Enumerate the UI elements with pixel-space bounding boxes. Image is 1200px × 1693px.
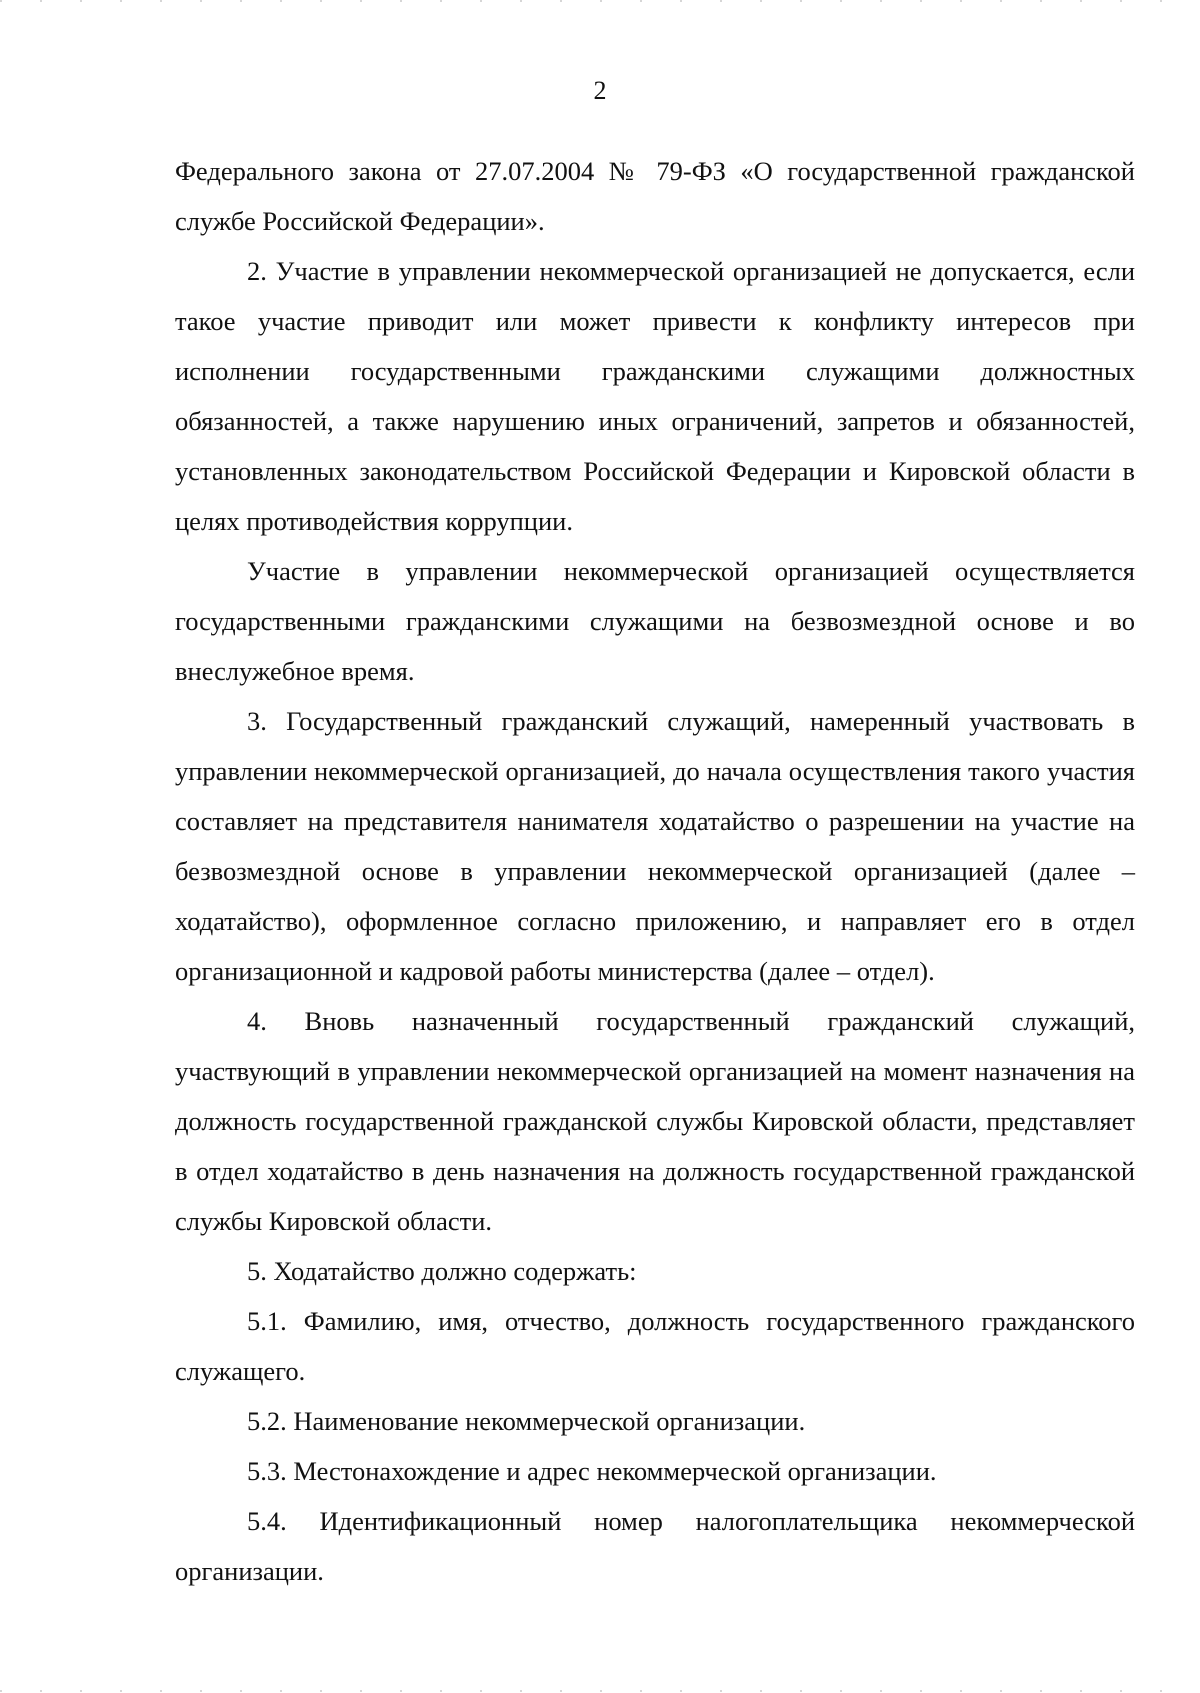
paragraph-item-5-1: 5.1. Фамилию, имя, отчество, должность государственного гражданского служащего. xyxy=(175,1306,1135,1386)
page-number: 2 xyxy=(593,76,607,105)
paragraph-item-5-3: 5.3. Местонахождение и адрес некоммерческой организации. xyxy=(247,1456,937,1486)
scan-edge-top xyxy=(0,0,1200,2)
paragraph-item-5-4: 5.4. Идентификационный номер налогоплательщика некоммерческой организации. xyxy=(175,1506,1135,1586)
paragraph-continuation: Федерального закона от 27.07.2004 № 79-ФЗ «О государственной гражданской службе Российской Федерации». xyxy=(175,156,1135,236)
paragraph-item-5-2: 5.2. Наименование некоммерческой организации. xyxy=(247,1406,806,1436)
paragraph-item-4: 4. Вновь назначенный государственный гражданский служащий, участвующий в управлении некоммерческой организацией на момент назначения на должность государственной гражданской службы Кировской области, представляет в отдел ходатайство в день назначения на должность государственной гражданской службы Кировской области. xyxy=(175,1006,1135,1236)
paragraph-item-2-continued: Участие в управлении некоммерческой организацией осуществляется государственными гражданскими служащими на безвозмездной основе и во внеслужебное время. xyxy=(175,556,1135,686)
scan-edge-bottom xyxy=(0,1690,1200,1692)
paragraph-item-5: 5. Ходатайство должно содержать: xyxy=(247,1256,637,1286)
paragraph-item-3: 3. Государственный гражданский служащий, намеренный участвовать в управлении некоммерческой организацией, до начала осуществления такого участия составляет на представителя нанимателя ходатайство о разрешении на участие на безвозмездной основе в управлении некоммерческой организацией (далее – ходатайство), оформленное согласно приложению, и направляет его в отдел организационной и кадровой работы министерства (далее – отдел). xyxy=(175,706,1135,986)
document-body xyxy=(175,146,1135,1596)
paragraph-item-2: 2. Участие в управлении некоммерческой организацией не допускается, если такое участие приводит или может привести к конфликту интересов при исполнении государственными гражданскими служащими должностных обязанностей, а также нарушению иных ограничений, запретов и обязанностей, установленных законодательством Российской Федерации и Кировской области в целях противодействия коррупции. xyxy=(175,256,1135,536)
